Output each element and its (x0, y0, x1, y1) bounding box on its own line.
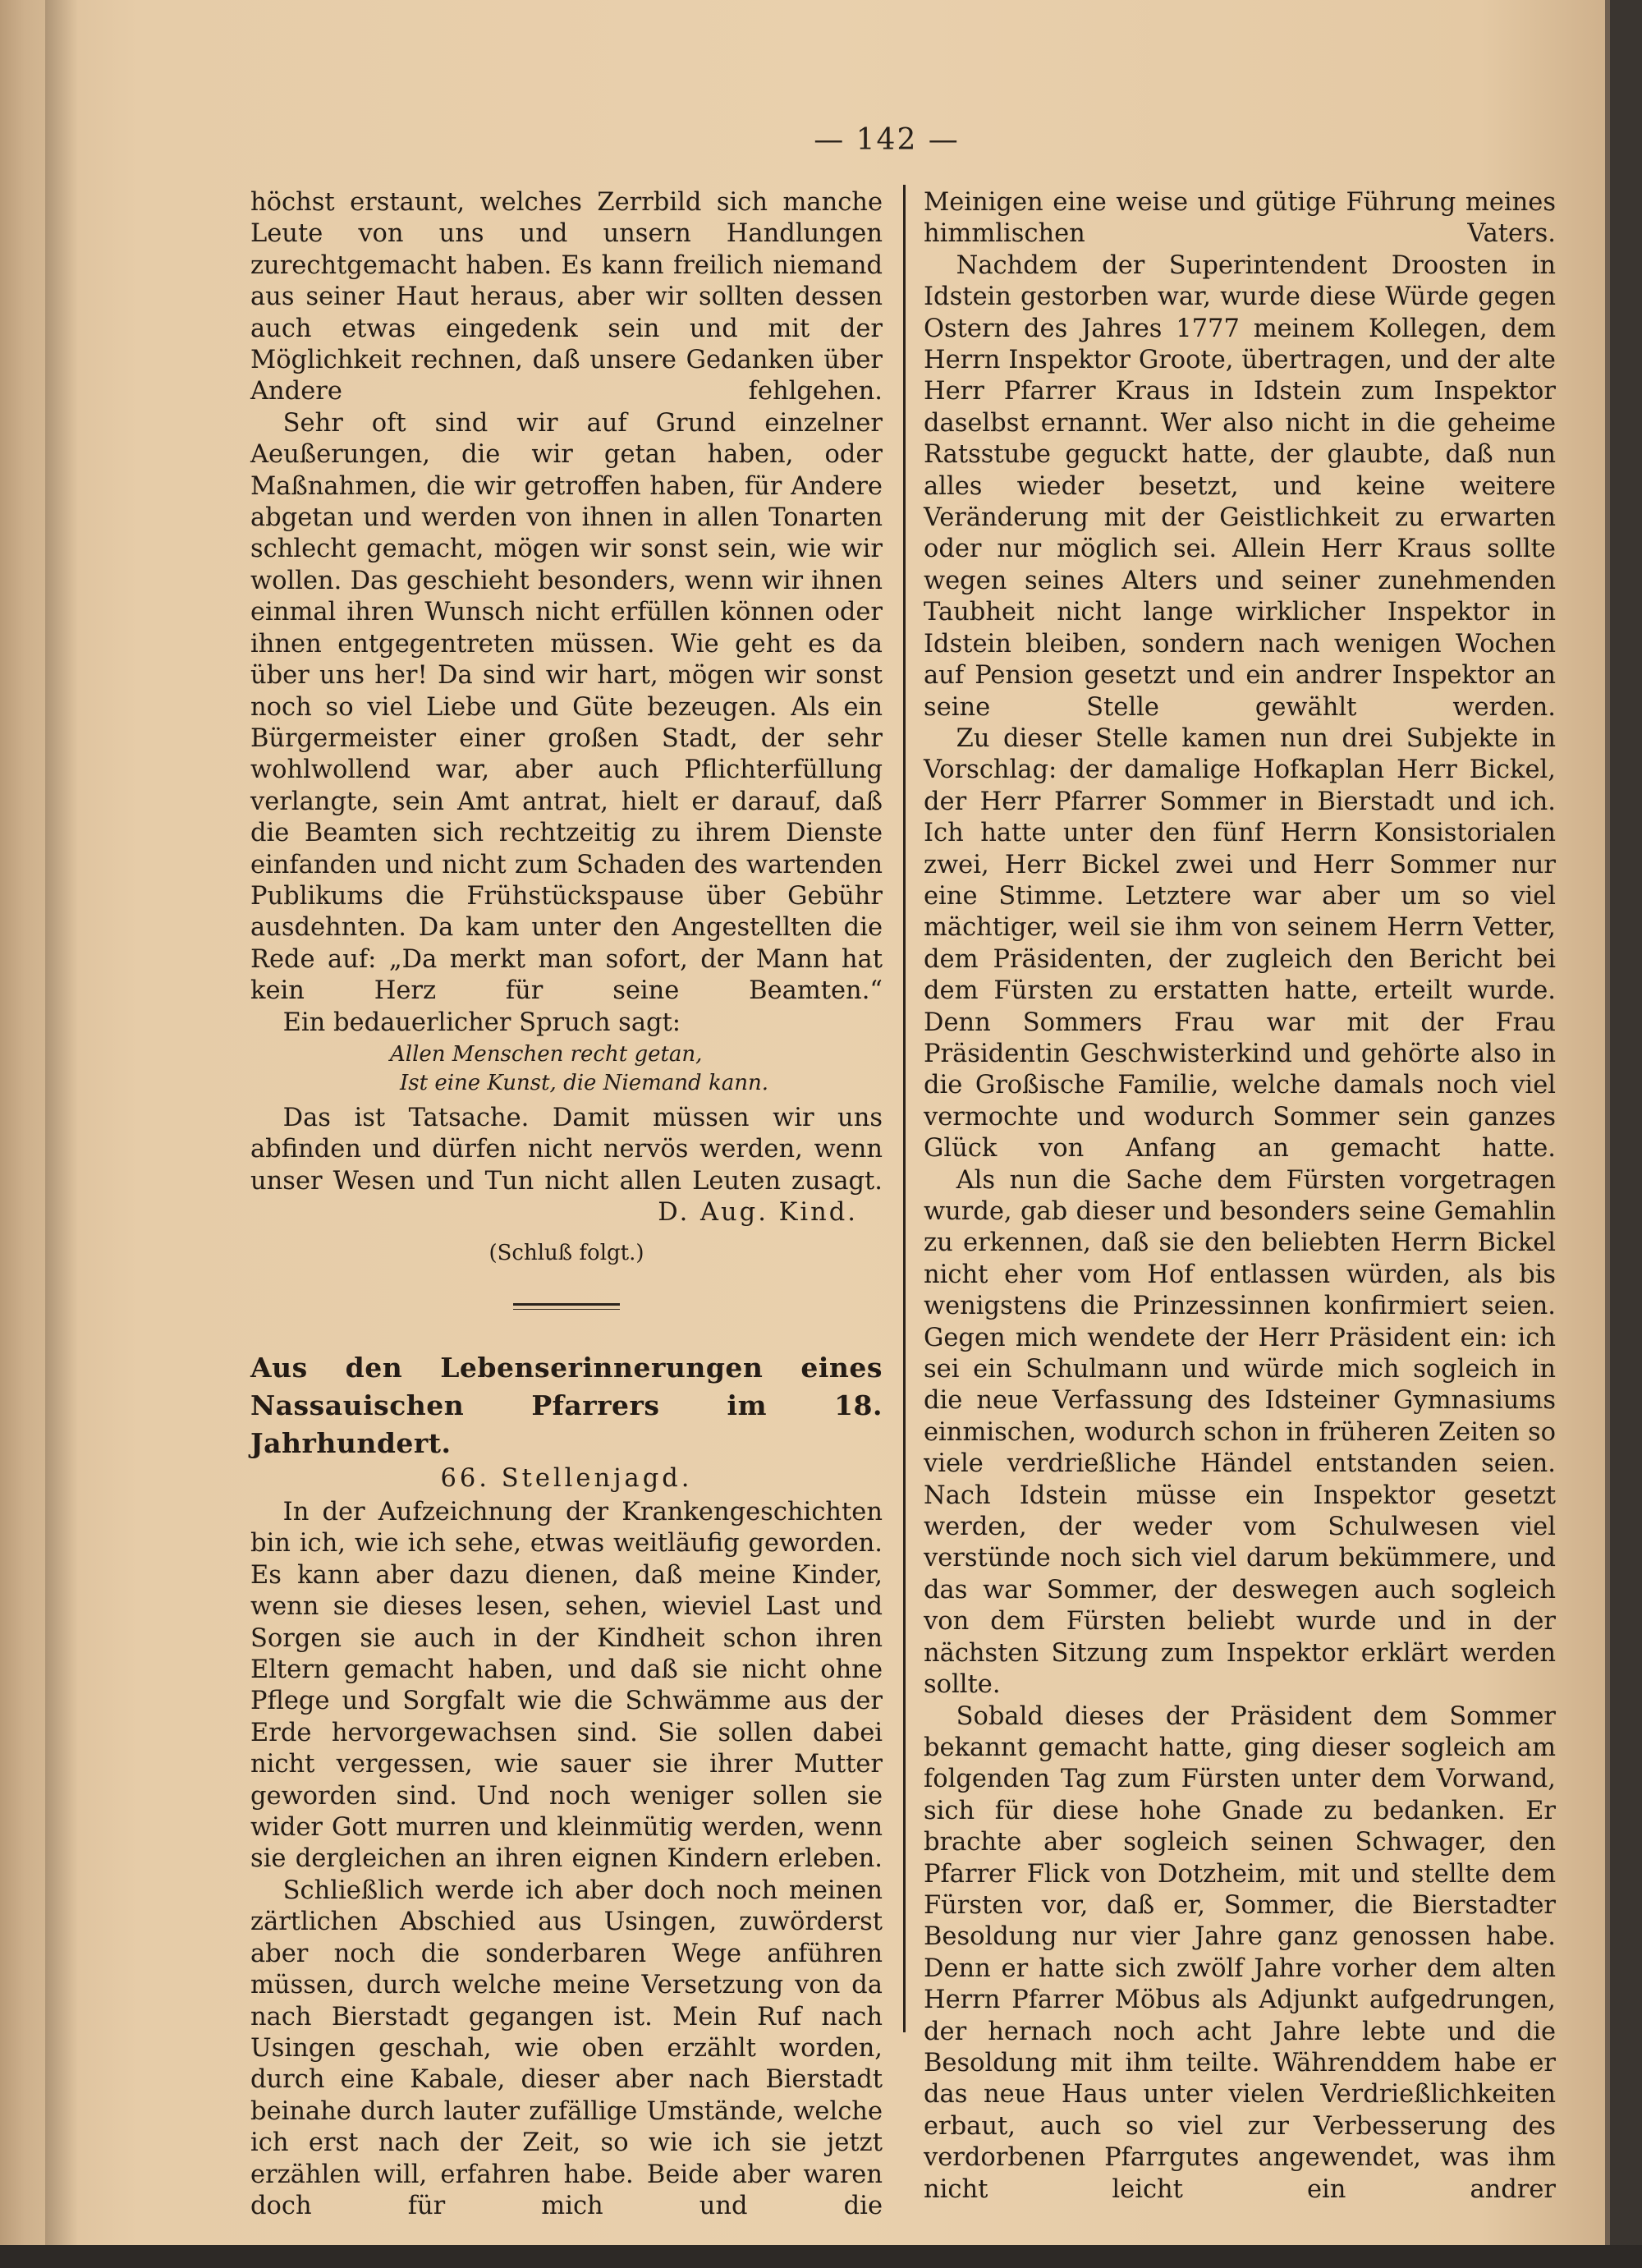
paragraph: Ein bedauerlicher Spruch sagt: (282, 1008, 681, 1037)
paragraph: Meinigen eine weise und gütige Führung meines himmlischen Vaters. (924, 188, 1556, 249)
spine-shadow (45, 0, 78, 2268)
column-rule (903, 185, 906, 2032)
article-title: Aus den Lebenserinnerungen eines (250, 1352, 883, 1384)
page-number: — 142 — (814, 123, 960, 157)
paragraph: Das ist Tatsache. Damit müssen wir uns abfinden und dürfen nicht nervös werden, wenn unser Wesen und Tun nicht allen Leuten zusagt. (250, 1103, 883, 1196)
verse-line: Allen Menschen recht getan, (390, 1041, 703, 1067)
paragraph: Schließlich werde ich aber doch noch meinen zärtlichen Abschied aus Usingen, zuwörderst aber noch die sonderbaren Wege anführen müssen, durch welche meine Versetzung von da nach Bierstadt gegangen ist. Mein Ruf nach Usingen geschah, wie oben erzählt worden, durch eine Kabale, dieser aber nach Bierstadt beinahe durch lauter zufällige Umstände, welche ich erst nach der Zeit, so wie ich sie jetzt erzählen will, erfahren habe. Beide aber waren doch für mich und die (250, 1875, 883, 2220)
article-title: Nassauischen Pfarrers im 18. Jahrhundert. (250, 1389, 883, 1459)
verse-quote (250, 1040, 883, 1098)
paragraph: Sobald dieses der Präsident dem Sommer bekannt gemacht hatte, ging dieser sogleich am folgenden Tag zum Fürsten unter dem Vorwand, sich für diese hohe Gnade zu bedanken. Er brachte aber sogleich seinen Schwager, den Pfarrer Flick von Dotzheim, mit und stellte dem Fürsten vor, daß er, Sommer, die Bierstadter Besoldung nur vier Jahre ganz genossen habe. Denn er hatte sich zwölf Jahre vorher dem alten Herrn Pfarrer Möbus als Adjunkt aufgedrungen, der hernach noch acht Jahre lebte und die Besoldung mit ihm teilte. Währenddem habe er das neue Haus unter vielen Verdrießlichkeiten erbaut, auch so viel zur Verbesserung des verdorbenen Pfarrgutes angewendet, was ihm nicht leicht ein andrer (924, 1701, 1556, 2204)
section-divider (513, 1303, 620, 1310)
continued-note: (Schluß folgt.) (488, 1240, 644, 1265)
right-column (924, 187, 1556, 2206)
left-column (250, 187, 883, 2222)
author-signature: D. Aug. Kind. (658, 1198, 858, 1228)
paragraph: Zu dieser Stelle kamen nun drei Subjekte in Vorschlag: der damalige Hofkaplan Herr Bickel, der Herr Pfarrer Sommer in Bierstadt und ich. Ich hatte unter den fünf Herrn Konsistorialen zwei, Herr Bickel zwei und Herr Sommer nur eine Stimme. Letztere war aber um so viel mächtiger, weil sie ihm von seinem Herrn Vetter, dem Präsidenten, der zugleich den Bericht bei dem Fürsten zu erstatten hatte, erteilt wurde. Denn Sommers Frau war mit der Frau Präsidentin Geschwisterkind und gehörte also in die Großische Familie, welche damals noch viel vermochte und wodurch Sommer sein ganzes Glück von Anfang an gemacht hatte. (924, 723, 1556, 1164)
paragraph: Als nun die Sache dem Fürsten vorgetragen wurde, gab dieser und besonders seine Gemahlin zu erkennen, daß sie den beliebten Herrn Bickel nicht eher vom Hof entlassen würden, als bis wenigstens die Prinzessinnen konfirmiert seien. Gegen mich wendete der Herr Präsident ein: ich sei ein Schulmann und würde mich sogleich in die neue Verfassung des Idsteiner Gymnasiums einmischen, wodurch schon in früheren Zeiten so viele verdrießliche Händel entstanden seien. Nach Idstein müsse ein Inspektor gesetzt werden, der weder vom Schulwesen viel verstünde noch sich viel darum bekümmere, und das war Sommer, der deswegen auch sogleich von dem Fürsten beliebt wurde und in der nächsten Sitzung zum Inspektor erklärt werden sollte. (924, 1165, 1556, 1700)
section-title: 66. Stellenjagd. (440, 1464, 693, 1493)
paragraph: Sehr oft sind wir auf Grund einzelner Aeußerungen, die wir getan haben, oder Maßnahmen, die wir getroffen haben, für Andere abgetan und werden von ihnen in allen Tonarten schlecht gemacht, mögen wir sonst sein, wie wir wollen. Das geschieht besonders, wenn wir ihnen einmal ihren Wunsch nicht erfüllen können oder ihnen entgegentreten müssen. Wie geht es da über uns her! Da sind wir hart, mögen wir sonst noch so viel Liebe und Güte bezeugen. Als ein Bürgermeister einer großen Stadt, der sehr wohlwollend war, aber auch Pflichterfüllung verlangte, sein Amt antrat, hielt er darauf, daß die Beamten sich rechtzeitig zu ihrem Dienste einfanden und nicht zum Schaden des wartenden Publikums die Frühstückspause über Gebühr ausdehnten. Da kam unter den Angestellten die Rede auf: „Da merkt man sofort, der Mann hat kein Herz für seine Beamten.“ (250, 408, 883, 1006)
verse-line: Ist eine Kunst, die Niemand kann. (400, 1070, 768, 1095)
background-strip (0, 2245, 1642, 2268)
paragraph: In der Aufzeichnung der Krankengeschichten bin ich, wie ich sehe, etwas weitläufig geworden. Es kann aber dazu dienen, daß meine Kinder, wenn sie dieses lesen, sehen, wieviel Last und Sorgen sie auch in der Kindheit schon ihren Eltern gemacht haben, und daß sie nicht ohne Pflege und Sorgfalt wie die Schwämme aus der Erde hervorgewachsen sind. Sie sollen dabei nicht vergessen, wie sauer sie ihrer Mutter geworden sind. Und noch weniger sollen sie wider Gott murren und kleinmütig werden, wenn sie dergleichen an ihren eignen Kindern erleben. (250, 1498, 883, 1874)
paragraph: Nachdem der Superintendent Droosten in Idstein gestorben war, wurde diese Würde gegen Ostern des Jahres 1777 meinem Kollegen, dem Herrn Inspektor Groote, übertragen, und der alte Herr Pfarrer Kraus in Idstein zum Inspektor daselbst ernannt. Wer also nicht in die geheime Ratsstube geguckt hatte, der glaubte, daß nun alles wieder besetzt, und keine weitere Veränderung mit der Geistlichkeit zu erwarten oder nur möglich sei. Allein Herr Kraus sollte wegen seines Alters und seiner zunehmenden Taubheit nicht lange wirklicher Inspektor in Idstein bleiben, sondern nach wenigen Wochen auf Pension gesetzt und ein andrer Inspektor an seine Stelle gewählt werden. (924, 250, 1556, 722)
paragraph: höchst erstaunt, welches Zerrbild sich manche Leute von uns und unsern Handlungen zurechtgemacht haben. Es kann freilich niemand aus seiner Haut heraus, aber wir sollten dessen auch etwas eingedenk sein und mit der Möglichkeit rechnen, daß unsere Gedanken über Andere fehlgehen. (250, 188, 883, 406)
